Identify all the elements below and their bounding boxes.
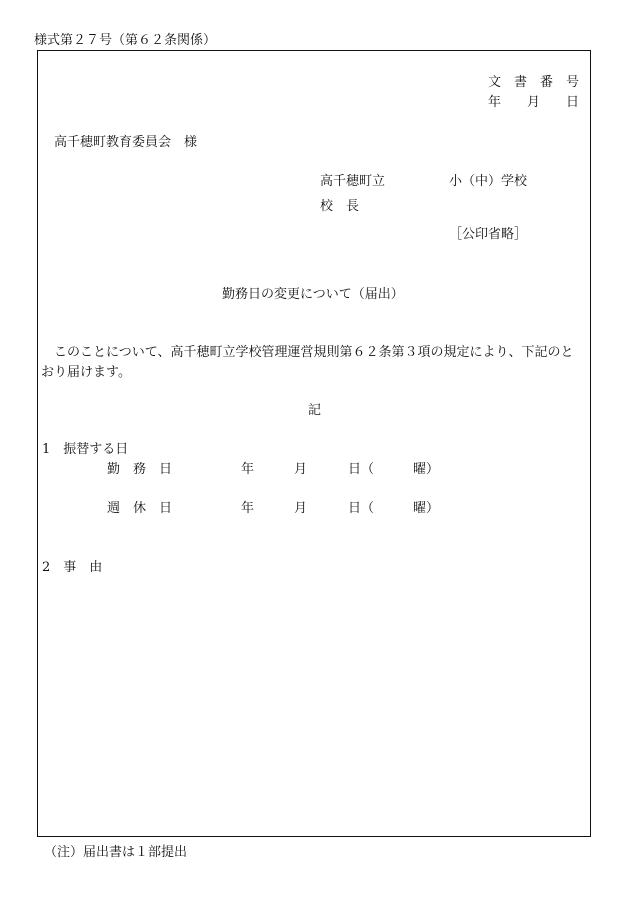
weekly-holiday-day: 日（ — [348, 501, 375, 516]
workday-day: 日（ — [348, 462, 375, 477]
document-number-label: 文 書 番 号 — [488, 75, 580, 90]
form-number-label: 様式第２７号（第６２条関係） — [34, 33, 217, 48]
addressee: 高千穂町教育委員会 様 — [54, 135, 198, 150]
workday-weekday: 曜） — [413, 462, 440, 477]
weekly-holiday-month: 月 — [294, 501, 308, 516]
workday-label: 勤 務 日 — [107, 462, 173, 477]
document-subject: 勤務日の変更について（届出） — [222, 287, 404, 302]
date-label: 年 月 日 — [488, 95, 580, 110]
seal-omitted-note: ［公印省略］ — [449, 227, 528, 242]
section-1-title: 1 振替する日 — [42, 442, 129, 457]
sender-town-school: 高千穂町立 — [320, 174, 386, 189]
record-heading: 記 — [308, 403, 322, 418]
sender-school-type: 小（中）学校 — [449, 174, 528, 189]
workday-month: 月 — [294, 462, 308, 477]
body-text-line1: このことについて、高千穂町立学校管理運営規則第６２条第３項の規定により、下記のと — [54, 345, 574, 360]
sender-principal: 校 長 — [320, 199, 360, 214]
workday-year: 年 — [241, 462, 255, 477]
footnote: （注）届出書は１部提出 — [44, 845, 188, 860]
weekly-holiday-weekday: 曜） — [413, 501, 440, 516]
section-2-title: 2 事 由 — [42, 560, 103, 575]
weekly-holiday-year: 年 — [241, 501, 255, 516]
body-text-line2: おり届けます。 — [41, 365, 131, 380]
weekly-holiday-label: 週 休 日 — [107, 501, 173, 516]
